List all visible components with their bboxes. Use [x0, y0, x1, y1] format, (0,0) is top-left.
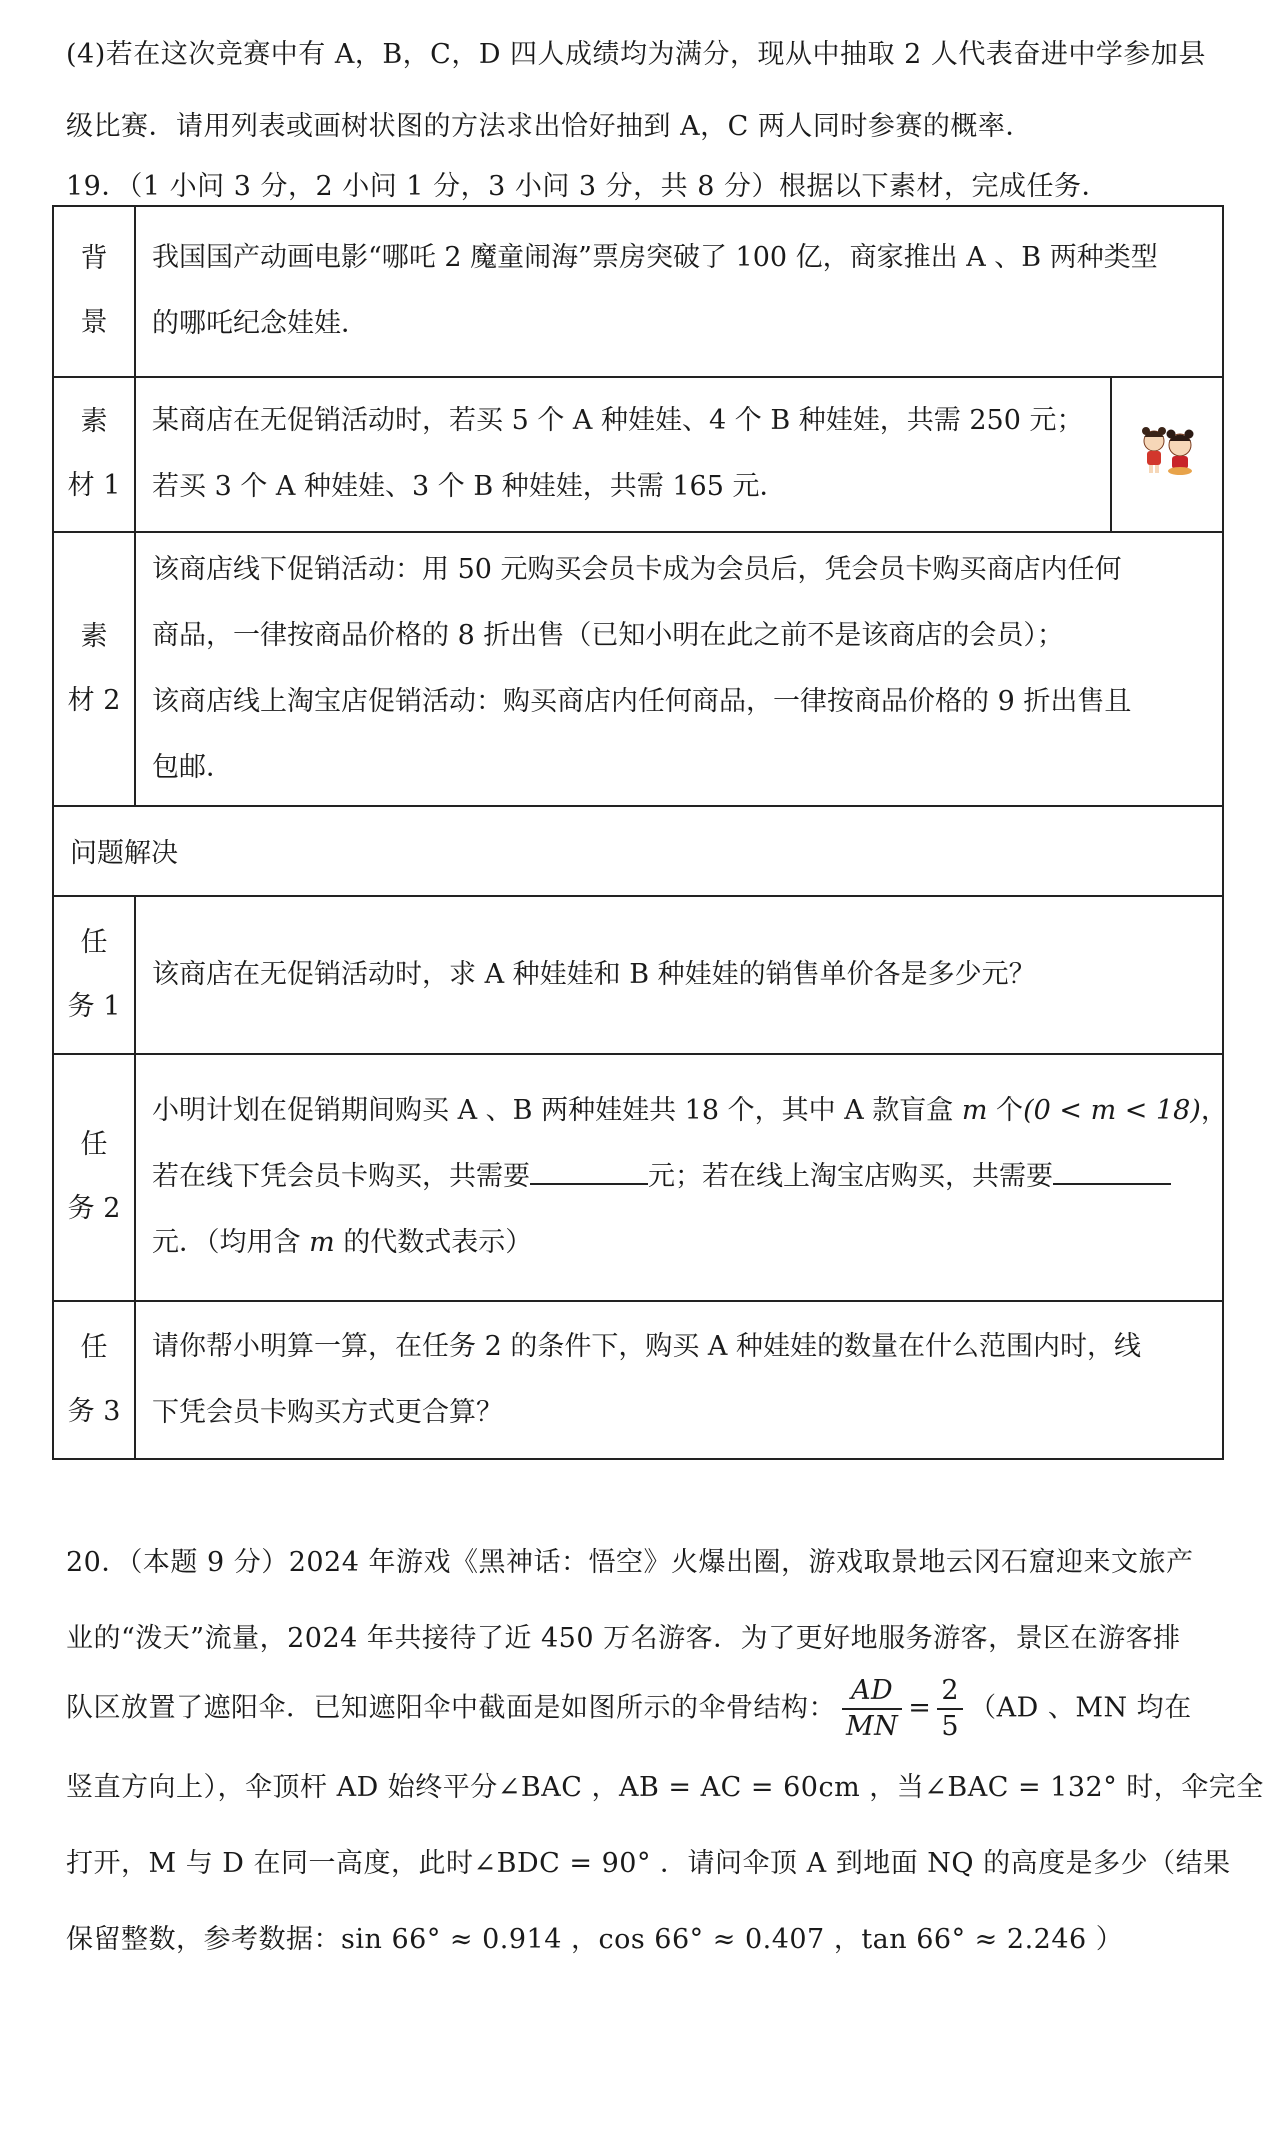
ratio-two-fifths: $\frac{2}{5}$ — [937, 1674, 963, 1744]
q20-line5: 打开，M 与 D 在同一高度，此时∠BDC = 90° ．请问伞顶 A 到地面 NQ 的高度是多少（结果 — [66, 1848, 1231, 1879]
q18-part4-line2: 级比赛．请用列表或画树状图的方法求出恰好抽到 A，C 两人同时参赛的概率． — [66, 111, 1033, 142]
q20-line3: 队区放置了遮阳伞．已知遮阳伞中截面是如图所示的伞骨结构： $\frac{AD}{MN}$ = $\frac{2}{5}$ （AD 、MN 均在 — [66, 1675, 1192, 1742]
variable-m: m — [961, 1095, 988, 1127]
background-text: 我国国产动画电影“哪吒 2 魔童闹海”票房突破了 100 亿，商家推出 A 、B 两种类型 的哪吒纪念娃娃． — [135, 206, 1223, 377]
label-material2: 素 材 2 — [53, 532, 135, 806]
answer-blank-offline[interactable] — [530, 1157, 648, 1185]
condition-m: (0 < m < 18) — [1023, 1095, 1201, 1127]
answer-blank-online[interactable] — [1053, 1157, 1171, 1185]
material2-text: 该商店线下促销活动：用 50 元购买会员卡成为会员后，凭会员卡购买商店内任何 商品，一律按商品价格的 8 折出售（已知小明在此之前不是该商店的会员）； 该商店线上淘宝店促销活动：购买商店内任何商品，一律按商品价格的 9 折出售且 包邮． — [135, 532, 1223, 806]
variable-m: m — [309, 1227, 335, 1259]
task1-text: 该商店在无促销活动时，求 A 种娃娃和 B 种娃娃的销售单价各是多少元？ — [135, 896, 1223, 1054]
q20-line4: 竖直方向上），伞顶杆 AD 始终平分∠BAC ，AB = AC = 60cm ，当∠BAC = 132° 时，伞完全 — [66, 1772, 1264, 1803]
q20-line6: 保留整数，参考数据：sin 66° ≈ 0.914 ，cos 66° ≈ 0.407 ，tan 66° ≈ 2.246 ） — [66, 1924, 1124, 1955]
problem-solving-heading: 问题解决 — [53, 806, 1223, 896]
q20-line1: 20．（本题 9 分）2024 年游戏《黑神话：悟空》火爆出圈，游戏取景地云冈石窟迎来文旅产 — [66, 1547, 1194, 1578]
nezha-dolls-icon — [1134, 423, 1200, 479]
q18-part4-line1: (4)若在这次竞赛中有 A，B，C，D 四人成绩均为满分，现从中抽取 2 人代表奋进中学参加县 — [66, 39, 1206, 70]
material1-image-cell — [1111, 377, 1223, 532]
ratio-ad-mn: $\frac{AD}{MN}$ — [842, 1674, 902, 1744]
q19-materials-table — [52, 205, 1228, 1460]
label-background: 背 景 — [53, 206, 135, 377]
row-material1 — [53, 377, 1223, 532]
label-material1: 素 材 1 — [53, 377, 135, 532]
row-background — [53, 206, 1223, 377]
task2-text: 小明计划在促销期间购买 A 、B 两种娃娃共 18 个，其中 A 款盲盒 m 个(0 < m < 18)， 若在线下凭会员卡购买，共需要 元；若在线上淘宝店购买，共需要 元．（均用含 m 的代数式表示） — [135, 1054, 1223, 1300]
material1-text: 某商店在无促销活动时，若买 5 个 A 种娃娃、4 个 B 种娃娃，共需 250 元； 若买 3 个 A 种娃娃、3 个 B 种娃娃，共需 165 元． — [135, 377, 1111, 532]
row-task1 — [53, 896, 1223, 1054]
label-task1: 任 务 1 — [53, 896, 135, 1054]
label-task2: 任 务 2 — [53, 1054, 135, 1300]
row-material2 — [53, 532, 1223, 806]
row-task2 — [53, 1054, 1223, 1300]
label-task3: 任 务 3 — [53, 1301, 135, 1459]
task3-text: 请你帮小明算一算，在任务 2 的条件下，购买 A 种娃娃的数量在什么范围内时，线 下凭会员卡购买方式更合算？ — [135, 1301, 1223, 1459]
q19-header: 19．（1 小问 3 分，2 小问 1 分，3 小问 3 分，共 8 分）根据以下素材，完成任务． — [66, 171, 1110, 202]
row-problem-solving — [53, 806, 1223, 896]
row-task3 — [53, 1301, 1223, 1459]
q20-line2: 业的“泼天”流量，2024 年共接待了近 450 万名游客．为了更好地服务游客，景区在游客排 — [66, 1623, 1181, 1654]
